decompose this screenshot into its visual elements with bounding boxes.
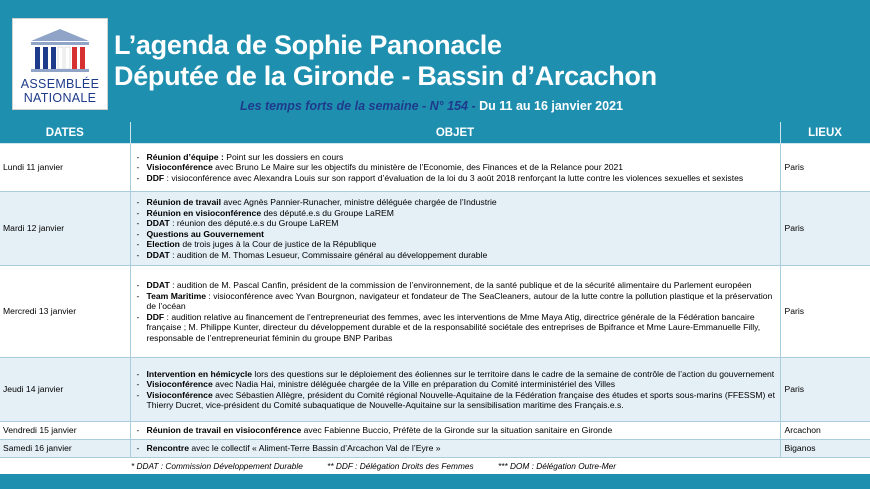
event-item	[135, 379, 776, 390]
hemicycle-icon	[27, 27, 93, 73]
issue-label: Les temps forts de la semaine - N° 154 -	[240, 99, 476, 113]
event-description: : réunion des député.e.s du Groupe LaREM	[169, 218, 339, 228]
assemblee-nationale-logo	[12, 18, 108, 110]
event-description: avec le collectif « Aliment-Terre Bassin d’Arcachon Val de l’Eyre »	[189, 443, 441, 454]
day-events	[130, 422, 780, 440]
event-type: Team Maritime	[146, 290, 207, 301]
event-type: Rencontre	[146, 443, 189, 454]
footnote	[130, 458, 870, 475]
event-item	[135, 239, 776, 250]
event-list	[135, 443, 776, 454]
day-location: Biganos	[780, 440, 870, 458]
event-type: Réunion de travail	[146, 197, 221, 207]
event-list	[135, 197, 776, 260]
event-type: DDF	[146, 172, 165, 183]
event-item	[135, 443, 776, 454]
day-location: Paris	[780, 266, 870, 358]
event-type: Visioconférence	[146, 389, 213, 400]
event-description: : audition relative au financement de l’entrepreneuriat des femmes, avec les interventions de Mme Maya Atig, directrice générale de la Fédération bancaire française ; M. Philippe Kunter, directeur du développement durable et de la responsabilité sociétale des entreprises de Bpifrance et Mme Laure-Emmanuelle Filly, responsable de l’entrepreneuriat féminin du groupe BNP Paribas	[146, 311, 761, 343]
event-type: Réunion d’équipe :	[146, 151, 224, 162]
day-location: Paris	[780, 358, 870, 422]
table-header-row	[0, 122, 870, 144]
event-list	[135, 280, 776, 343]
week-banner	[240, 99, 623, 113]
event-type: DDAT	[146, 249, 170, 260]
event-description: des député.e.s du Groupe LaREM	[261, 207, 394, 218]
event-item	[135, 208, 776, 219]
event-item	[135, 162, 776, 173]
table-row	[0, 266, 870, 358]
event-item	[135, 229, 776, 240]
event-list	[135, 152, 776, 184]
day-events	[130, 192, 780, 266]
day-events	[130, 440, 780, 458]
column-header-dates: DATES	[0, 122, 130, 144]
event-description: : audition de M. Pascal Canfin, président de la commission de l’environnement, de la santé publique et de la sécurité alimentaire du Parlement européen	[169, 280, 752, 290]
logo-text-line1: ASSEMBLÉE	[20, 77, 100, 91]
table-row	[0, 192, 870, 266]
day-location: Paris	[780, 144, 870, 192]
event-description: de trois juges à la Cour de justice de la République	[179, 239, 377, 249]
event-type: DDAT	[146, 218, 170, 228]
day-date: Mardi 12 janvier	[0, 192, 130, 266]
day-date: Lundi 11 janvier	[0, 144, 130, 192]
column-header-objet: OBJET	[130, 122, 780, 144]
day-events	[130, 358, 780, 422]
page-title: L’agenda de Sophie Panonacle	[114, 30, 502, 60]
event-type: Intervention en hémicycle	[146, 368, 253, 379]
footnote-row	[0, 458, 870, 475]
footnote-dom: *** DOM : Délégation Outre-Mer	[497, 460, 616, 471]
day-date: Mercredi 13 janvier	[0, 266, 130, 358]
event-description: : audition de M. Thomas Lesueur, Commissaire général au développement durable	[169, 249, 488, 260]
event-item	[135, 312, 776, 344]
event-description: : visioconférence avec Alexandra Louis sur son rapport d’évaluation de la loi du 3 août 2018 renforçant la lutte contre les violences sexuelles et sexistes	[164, 172, 744, 183]
event-item	[135, 218, 776, 229]
day-events	[130, 266, 780, 358]
column-header-lieux: LIEUX	[780, 122, 870, 144]
footnote-ddat: * DDAT : Commission Développement Durable	[131, 460, 303, 471]
event-item	[135, 197, 776, 208]
footnote-ddf: ** DDF : Délégation Droits des Femmes	[327, 460, 474, 471]
page-subtitle: Députée de la Gironde - Bassin d’Arcachon	[114, 61, 657, 91]
event-type: DDAT	[146, 280, 170, 290]
week-dates: Du 11 au 16 janvier 2021	[479, 99, 623, 113]
event-item	[135, 291, 776, 312]
event-description: avec Nadia Hai, ministre déléguée chargée de la Ville en préparation du Comité interministériel des Villes	[212, 379, 616, 389]
event-item	[135, 152, 776, 163]
event-type: DDF	[146, 311, 165, 322]
event-item	[135, 390, 776, 411]
day-location: Paris	[780, 192, 870, 266]
day-date: Jeudi 14 janvier	[0, 358, 130, 422]
event-item	[135, 369, 776, 380]
table-row	[0, 440, 870, 458]
event-item	[135, 250, 776, 261]
table-row	[0, 422, 870, 440]
agenda-table	[0, 122, 870, 474]
event-item	[135, 425, 776, 436]
event-list	[135, 425, 776, 436]
table-row	[0, 358, 870, 422]
event-description: avec Bruno Le Maire sur les objectifs du ministère de l’Economie, des Finances et de la Relance pour 2021	[212, 162, 624, 173]
event-type: Visioconférence	[146, 379, 213, 389]
event-description: avec Agnès Pannier-Runacher, ministre déléguée chargée de l’Industrie	[221, 197, 497, 207]
event-description: : visioconférence avec Yvan Bourgnon, navigateur et fondateur de The SeaCleaners, autour de la lutte contre la pollution plastique et la préservation de l’océan	[146, 290, 773, 311]
event-description: Point sur les dossiers en cours	[223, 151, 344, 162]
event-list	[135, 369, 776, 411]
event-type: Questions au Gouvernement	[146, 228, 264, 239]
event-type: Réunion de travail en visioconférence	[146, 425, 302, 436]
event-item	[135, 173, 776, 184]
event-type: Visioconférence	[146, 162, 213, 173]
table-row	[0, 144, 870, 192]
event-type: Réunion en visioconférence	[146, 207, 262, 218]
event-item	[135, 280, 776, 291]
day-date: Vendredi 15 janvier	[0, 422, 130, 440]
event-type: Election	[146, 239, 180, 249]
event-description: avec Sébastien Allègre, président du Comité régional Nouvelle-Aquitaine de la Fédération française des études et sports sous-marins (FFESSM) et Thierry Ducret, vice-président du Comité subaquatique de Nouvelle-Aquitaine sur la sensibilisation maritime des Français.e.s.	[146, 389, 775, 410]
day-location: Arcachon	[780, 422, 870, 440]
day-events	[130, 144, 780, 192]
header	[0, 0, 870, 120]
event-description: avec Fabienne Buccio, Préfète de la Gironde sur la situation sanitaire en Gironde	[301, 425, 613, 436]
event-description: lors des questions sur le déploiement des éoliennes sur le territoire dans le cadre de la semaine de contrôle de l’action du gouvernement	[252, 368, 775, 379]
logo-text-line2: NATIONALE	[23, 91, 97, 105]
agenda-body	[0, 144, 870, 458]
day-date: Samedi 16 janvier	[0, 440, 130, 458]
